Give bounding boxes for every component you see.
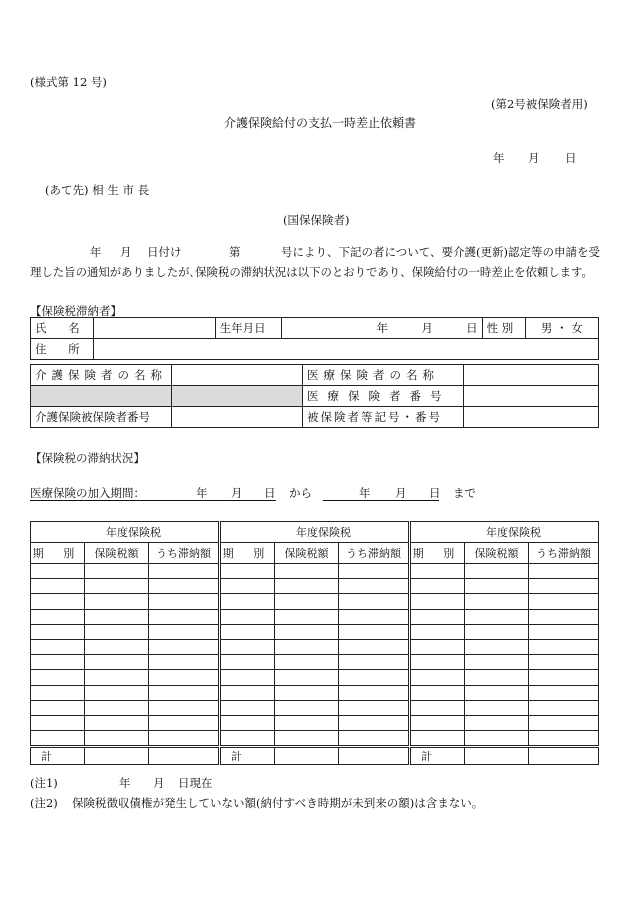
sender-label: (国保保険者): [283, 213, 350, 227]
name-field[interactable]: [93, 318, 215, 339]
period-cell[interactable]: [31, 715, 85, 730]
arrears-amount-cell[interactable]: [339, 609, 409, 624]
note2-text: 保険税徴収債権が発生していない額(納付すべき時期が未到来の額)は含まない。: [72, 796, 484, 810]
col-period-header: 期 別: [31, 543, 85, 564]
tax-amount-cell[interactable]: [275, 700, 339, 715]
tax-row: [411, 715, 599, 730]
tax-amount-cell[interactable]: [465, 655, 529, 670]
tax-row: [31, 594, 219, 609]
tax-row: [411, 609, 599, 624]
total-row: [31, 747, 219, 765]
period-cell[interactable]: [411, 579, 465, 594]
total-arrears-cell[interactable]: [149, 747, 219, 765]
total-tax-cell[interactable]: [465, 747, 529, 765]
from-word: から: [289, 486, 312, 500]
tax-row: [31, 624, 219, 639]
tax-row: [221, 609, 409, 624]
arrears-amount-cell[interactable]: [529, 564, 599, 579]
tax-amount-cell[interactable]: [275, 564, 339, 579]
period-cell[interactable]: [221, 655, 275, 670]
form-number: (様式第 12 号): [30, 75, 107, 89]
arrears-amount-cell[interactable]: [529, 579, 599, 594]
period-cell[interactable]: [411, 594, 465, 609]
arrears-amount-cell[interactable]: [149, 700, 219, 715]
body-line2: 理した旨の通知がありましたが､保険税の滞納状況は以下のとおりであり、保険給付の一時差止を依頼します。: [30, 265, 593, 279]
address-label: 住 所: [35, 342, 89, 356]
tax-amount-cell[interactable]: [275, 685, 339, 700]
tax-row: [31, 579, 219, 594]
total-tax-cell[interactable]: [275, 747, 339, 765]
tax-amount-cell[interactable]: [85, 624, 149, 639]
arrears-amount-cell[interactable]: [339, 594, 409, 609]
sex-label: 性 別: [486, 321, 514, 335]
total-tax-cell[interactable]: [85, 747, 149, 765]
status-heading: 【保険税の滞納状況】: [30, 451, 145, 465]
period-to-underline: [323, 486, 439, 501]
total-arrears-cell[interactable]: [339, 747, 409, 765]
tax-row: [31, 700, 219, 715]
total-row: [411, 747, 599, 765]
period-cell[interactable]: [221, 715, 275, 730]
body-month: 月: [120, 245, 132, 259]
period-from-month: 月: [231, 486, 243, 500]
period-to-month: 月: [395, 486, 407, 500]
tax-table-block-3: [410, 521, 599, 765]
tax-amount-cell[interactable]: [465, 731, 529, 747]
period-cell[interactable]: [31, 700, 85, 715]
period-cell[interactable]: [411, 715, 465, 730]
tax-row: [411, 685, 599, 700]
shaded-cell: [31, 386, 172, 407]
tax-row: [31, 670, 219, 685]
tax-amount-cell[interactable]: [275, 609, 339, 624]
tax-row: [221, 731, 409, 747]
period-cell[interactable]: [411, 731, 465, 747]
tax-amount-cell[interactable]: [85, 655, 149, 670]
tax-amount-cell[interactable]: [465, 685, 529, 700]
period-cell[interactable]: [31, 564, 85, 579]
arrears-amount-cell[interactable]: [149, 731, 219, 747]
period-from-year: 年: [196, 486, 208, 500]
arrears-amount-cell[interactable]: [149, 564, 219, 579]
arrears-amount-cell[interactable]: [339, 639, 409, 654]
tax-row: [411, 579, 599, 594]
delinquent-info-table: [30, 317, 599, 360]
total-label-cell: 計: [31, 747, 85, 765]
arrears-amount-cell[interactable]: [529, 609, 599, 624]
tax-row: [221, 639, 409, 654]
period-cell[interactable]: [411, 639, 465, 654]
name-label: 氏 名: [35, 321, 89, 335]
col-arrears-header: うち滞納額: [529, 543, 599, 564]
arrears-amount-cell[interactable]: [339, 715, 409, 730]
ltc-insurer-name-label: 介護保険者の名称: [35, 368, 167, 382]
period-cell[interactable]: [221, 594, 275, 609]
tax-row: [221, 715, 409, 730]
arrears-amount-cell[interactable]: [339, 670, 409, 685]
arrears-amount-cell[interactable]: [149, 655, 219, 670]
tax-row: [31, 609, 219, 624]
note1-label: (注1): [30, 776, 58, 790]
period-cell[interactable]: [411, 655, 465, 670]
arrears-amount-cell[interactable]: [339, 579, 409, 594]
arrears-amount-cell[interactable]: [529, 639, 599, 654]
ltc-insured-number-field[interactable]: [172, 407, 303, 428]
period-cell[interactable]: [221, 579, 275, 594]
col-period-header: 期 別: [221, 543, 275, 564]
arrears-amount-cell[interactable]: [529, 655, 599, 670]
date-month: 月: [528, 151, 540, 165]
sex-field[interactable]: [525, 318, 598, 339]
tax-amount-cell[interactable]: [85, 579, 149, 594]
arrears-amount-cell[interactable]: [529, 594, 599, 609]
period-cell[interactable]: [31, 731, 85, 747]
dob-field[interactable]: [281, 318, 482, 339]
period-cell[interactable]: [31, 594, 85, 609]
delinquent-heading: 【保険税滞納者】: [30, 304, 122, 318]
arrears-amount-cell[interactable]: [339, 624, 409, 639]
arrears-amount-cell[interactable]: [339, 700, 409, 715]
tax-row: [221, 700, 409, 715]
tax-amount-cell[interactable]: [275, 731, 339, 747]
arrears-amount-cell[interactable]: [339, 655, 409, 670]
period-cell[interactable]: [31, 639, 85, 654]
period-cell[interactable]: [221, 624, 275, 639]
period-cell[interactable]: [31, 670, 85, 685]
period-label: 医療保険の加入期間：: [30, 486, 145, 500]
shaded-cell: [172, 386, 303, 407]
col-tax-header: 保険税額: [275, 543, 339, 564]
note1-text: 日現在: [178, 776, 213, 790]
note1-month: 月: [153, 776, 165, 790]
fiscal-year-header: 年度保険税: [221, 522, 409, 543]
period-cell[interactable]: [411, 670, 465, 685]
total-row: [221, 747, 409, 765]
address-field[interactable]: [93, 339, 598, 360]
tax-row: [221, 655, 409, 670]
tax-amount-cell[interactable]: [275, 594, 339, 609]
body-dated: 日付け: [147, 245, 182, 259]
tax-amount-cell[interactable]: [275, 639, 339, 654]
medical-insurer-name-label: 医療保険者の名称: [307, 368, 439, 382]
to-word: まで: [453, 486, 476, 500]
arrears-amount-cell[interactable]: [529, 715, 599, 730]
tax-row: [221, 579, 409, 594]
tax-row: [411, 731, 599, 747]
medical-insurer-number-label: 医療保険者番号: [307, 389, 451, 403]
tax-row: [31, 715, 219, 730]
tax-amount-cell[interactable]: [85, 594, 149, 609]
period-cell[interactable]: [221, 685, 275, 700]
tax-table-block-2: [220, 521, 409, 765]
tax-amount-cell[interactable]: [465, 700, 529, 715]
insured-symbol-number-field[interactable]: [464, 407, 599, 428]
fiscal-year-header: 年度保険税: [31, 522, 219, 543]
tax-row: [411, 655, 599, 670]
insured-symbol-number-label: 被保険者等記号・番号: [307, 410, 442, 424]
tax-row: [221, 594, 409, 609]
ltc-insured-number-label: 介護保険被保険者番号: [35, 410, 150, 424]
tax-amount-cell[interactable]: [275, 715, 339, 730]
period-cell[interactable]: [31, 579, 85, 594]
tax-row: [221, 624, 409, 639]
period-cell[interactable]: [411, 564, 465, 579]
arrears-amount-cell[interactable]: [149, 685, 219, 700]
date-year: 年: [493, 151, 505, 165]
addressee: (あて先) 相 生 市 長: [45, 183, 150, 197]
tax-amount-cell[interactable]: [275, 655, 339, 670]
period-cell[interactable]: [31, 655, 85, 670]
body-line1-text: 号により、下記の者について、要介護(更新)認定等の申請を受: [281, 245, 601, 259]
dob-day: 日: [466, 321, 478, 335]
tax-amount-cell[interactable]: [465, 639, 529, 654]
tax-amount-cell[interactable]: [85, 700, 149, 715]
tax-amount-cell[interactable]: [85, 639, 149, 654]
note2-label: (注2): [30, 796, 58, 810]
tax-amount-cell[interactable]: [85, 685, 149, 700]
body-year: 年: [90, 245, 102, 259]
arrears-amount-cell[interactable]: [149, 715, 219, 730]
ltc-insurer-name-field[interactable]: [172, 365, 303, 386]
tax-amount-cell[interactable]: [85, 715, 149, 730]
arrears-amount-cell[interactable]: [149, 594, 219, 609]
period-cell[interactable]: [31, 624, 85, 639]
period-to-year: 年: [359, 486, 371, 500]
tax-amount-cell[interactable]: [85, 609, 149, 624]
col-arrears-header: うち滞納額: [149, 543, 219, 564]
period-cell[interactable]: [411, 685, 465, 700]
tax-row: [221, 564, 409, 579]
tax-amount-cell[interactable]: [85, 670, 149, 685]
period-cell[interactable]: [31, 609, 85, 624]
period-cell[interactable]: [221, 731, 275, 747]
tax-amount-cell[interactable]: [465, 564, 529, 579]
tax-table-block-1: [30, 521, 219, 765]
tax-row: [411, 594, 599, 609]
period-cell[interactable]: [221, 564, 275, 579]
fiscal-year-header: 年度保険税: [411, 522, 599, 543]
document-title: 介護保険給付の支払一時差止依頼書: [224, 116, 417, 130]
col-tax-header: 保険税額: [85, 543, 149, 564]
arrears-amount-cell[interactable]: [529, 685, 599, 700]
period-cell[interactable]: [221, 609, 275, 624]
total-label-cell: 計: [221, 747, 275, 765]
tax-amount-cell[interactable]: [465, 594, 529, 609]
arrears-amount-cell[interactable]: [339, 685, 409, 700]
tax-row: [411, 639, 599, 654]
tax-amount-cell[interactable]: [85, 731, 149, 747]
body-no-label: 第: [229, 245, 241, 259]
usage-note: (第2号被保険者用): [491, 97, 588, 111]
total-arrears-cell[interactable]: [529, 747, 599, 765]
medical-insurer-name-field[interactable]: [464, 365, 599, 386]
period-from-day: 日: [264, 486, 276, 500]
arrears-amount-cell[interactable]: [149, 579, 219, 594]
tax-row: [31, 655, 219, 670]
sex-options: 男 ・ 女: [540, 321, 583, 335]
arrears-amount-cell[interactable]: [149, 670, 219, 685]
tax-amount-cell[interactable]: [465, 609, 529, 624]
tax-amount-cell[interactable]: [465, 579, 529, 594]
tax-row: [31, 639, 219, 654]
arrears-amount-cell[interactable]: [149, 624, 219, 639]
arrears-amount-cell[interactable]: [529, 670, 599, 685]
tax-amount-cell[interactable]: [85, 564, 149, 579]
arrears-amount-cell[interactable]: [529, 624, 599, 639]
total-label-cell: 計: [411, 747, 465, 765]
tax-amount-cell[interactable]: [465, 715, 529, 730]
dob-month: 月: [421, 321, 433, 335]
tax-row: [31, 685, 219, 700]
period-cell[interactable]: [411, 700, 465, 715]
tax-row: [411, 700, 599, 715]
arrears-amount-cell[interactable]: [339, 731, 409, 747]
period-cell[interactable]: [411, 624, 465, 639]
dob-year: 年: [376, 321, 389, 335]
dob-label: 生年月日: [219, 321, 266, 335]
tax-row: [221, 685, 409, 700]
col-tax-header: 保険税額: [465, 543, 529, 564]
insurer-info-table: [30, 364, 599, 428]
tax-row: [411, 564, 599, 579]
tax-amount-cell[interactable]: [465, 670, 529, 685]
tax-amount-cell[interactable]: [275, 624, 339, 639]
tax-amount-cell[interactable]: [465, 624, 529, 639]
period-cell[interactable]: [221, 700, 275, 715]
tax-row: [411, 670, 599, 685]
period-cell[interactable]: [31, 685, 85, 700]
tax-row: [411, 624, 599, 639]
col-arrears-header: うち滞納額: [339, 543, 409, 564]
period-to-day: 日: [429, 486, 441, 500]
period-cell[interactable]: [411, 609, 465, 624]
tax-row: [221, 670, 409, 685]
arrears-amount-cell[interactable]: [529, 731, 599, 747]
date-day: 日: [565, 151, 577, 165]
col-period-header: 期 別: [411, 543, 465, 564]
tax-amount-cell[interactable]: [275, 579, 339, 594]
note1-year: 年: [119, 776, 131, 790]
period-cell[interactable]: [221, 639, 275, 654]
arrears-amount-cell[interactable]: [149, 639, 219, 654]
arrears-amount-cell[interactable]: [339, 564, 409, 579]
period-cell[interactable]: [221, 670, 275, 685]
arrears-amount-cell[interactable]: [529, 700, 599, 715]
tax-amount-cell[interactable]: [275, 670, 339, 685]
arrears-amount-cell[interactable]: [149, 609, 219, 624]
medical-insurer-number-field[interactable]: [464, 386, 599, 407]
tax-row: [31, 731, 219, 747]
tax-row: [31, 564, 219, 579]
